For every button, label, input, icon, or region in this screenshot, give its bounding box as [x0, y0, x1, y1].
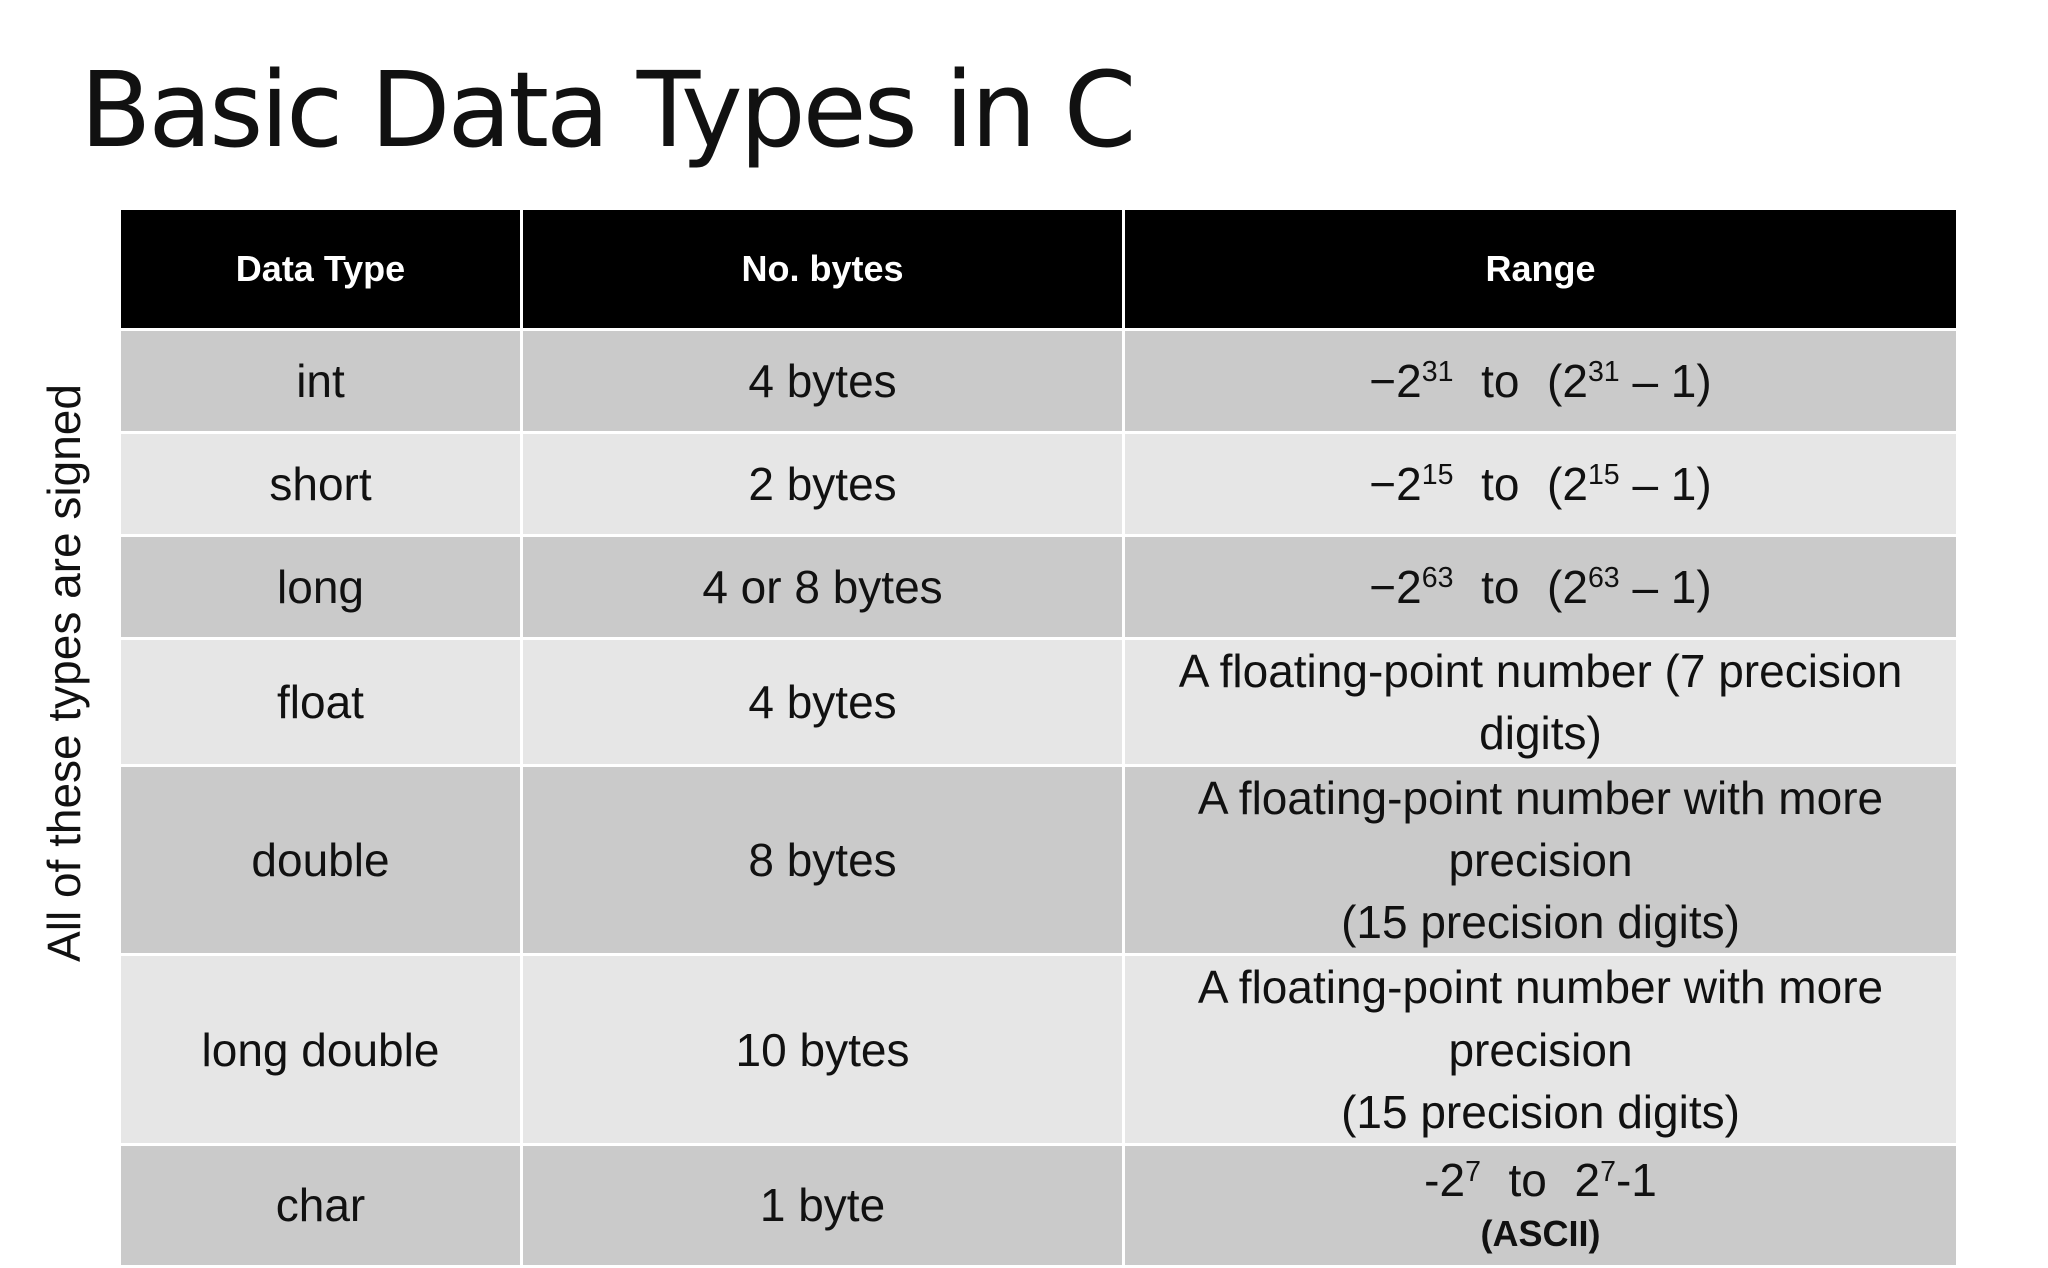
bytes-cell: 4 bytes: [522, 330, 1124, 433]
data-type-cell: long: [120, 536, 522, 639]
range-min-base: -2: [1424, 1154, 1466, 1207]
bytes-cell: 4 bytes: [522, 639, 1124, 766]
range-cell: [1124, 955, 1958, 1144]
data-type-cell: float: [120, 639, 522, 766]
range-cell: A floating-point number (7 precision digits): [1124, 639, 1958, 766]
range-cell: [1124, 1144, 1958, 1266]
data-type-cell: short: [120, 433, 522, 536]
range-min-base: −2: [1369, 458, 1422, 510]
data-type-cell: int: [120, 330, 522, 433]
range-min-base: −2: [1369, 355, 1422, 407]
range-cell: [1124, 536, 1958, 639]
range-min-exponent: 63: [1421, 562, 1454, 595]
range-max-base: (2: [1547, 458, 1588, 510]
range-to: to: [1481, 561, 1520, 613]
header-range: Range: [1124, 209, 1958, 330]
range-min-exponent: 15: [1421, 459, 1454, 492]
side-note: All of these types are signed: [38, 384, 90, 962]
range-max-suffix: – 1): [1632, 458, 1712, 510]
header-no-bytes: No. bytes: [522, 209, 1124, 330]
data-type-cell: double: [120, 766, 522, 955]
range-to: to: [1481, 355, 1520, 407]
table-row: [120, 433, 1958, 536]
table-row: [120, 536, 1958, 639]
range-max-exponent: 31: [1587, 356, 1620, 389]
range-max-base: (2: [1547, 355, 1588, 407]
range-max-suffix: – 1): [1632, 355, 1712, 407]
table-row: [120, 639, 1958, 766]
bytes-cell: 1 byte: [522, 1144, 1124, 1266]
range-max-base: 2: [1574, 1154, 1601, 1207]
range-max-exponent: 7: [1600, 1155, 1616, 1188]
table-row: [120, 955, 1958, 1144]
table-row: [120, 330, 1958, 433]
range-precision: (15 precision digits): [1341, 896, 1740, 949]
range-min-exponent: 7: [1465, 1155, 1481, 1188]
header-data-type: Data Type: [120, 209, 522, 330]
bytes-cell: 8 bytes: [522, 766, 1124, 955]
data-type-cell: char: [120, 1144, 522, 1266]
bytes-cell: 10 bytes: [522, 955, 1124, 1144]
table-row: [120, 766, 1958, 955]
data-type-cell: long double: [120, 955, 522, 1144]
table-row: [120, 1144, 1958, 1266]
range-cell: [1124, 766, 1958, 955]
range-max-suffix: -1: [1615, 1154, 1657, 1207]
char-range: [1135, 1155, 1946, 1206]
range-max-suffix: – 1): [1632, 561, 1712, 613]
slide-title: Basic Data Types in C: [80, 49, 1134, 171]
range-cell: [1124, 330, 1958, 433]
data-types-table: [118, 207, 1959, 1268]
bytes-cell: 4 or 8 bytes: [522, 536, 1124, 639]
range-description: A floating-point number with more precision: [1197, 772, 1884, 887]
bytes-cell: 2 bytes: [522, 433, 1124, 536]
range-description: A floating-point number with more precision: [1197, 961, 1884, 1076]
ascii-note: (ASCII): [1480, 1212, 1601, 1254]
range-to: to: [1508, 1154, 1547, 1207]
range-min-exponent: 31: [1421, 356, 1454, 389]
range-cell: [1124, 433, 1958, 536]
range-to: to: [1481, 458, 1520, 510]
range-precision: (15 precision digits): [1341, 1085, 1740, 1138]
range-max-exponent: 15: [1587, 459, 1620, 492]
range-max-base: (2: [1547, 561, 1588, 613]
range-min-base: −2: [1369, 561, 1422, 613]
table-header-row: [120, 209, 1958, 330]
range-max-exponent: 63: [1587, 562, 1620, 595]
